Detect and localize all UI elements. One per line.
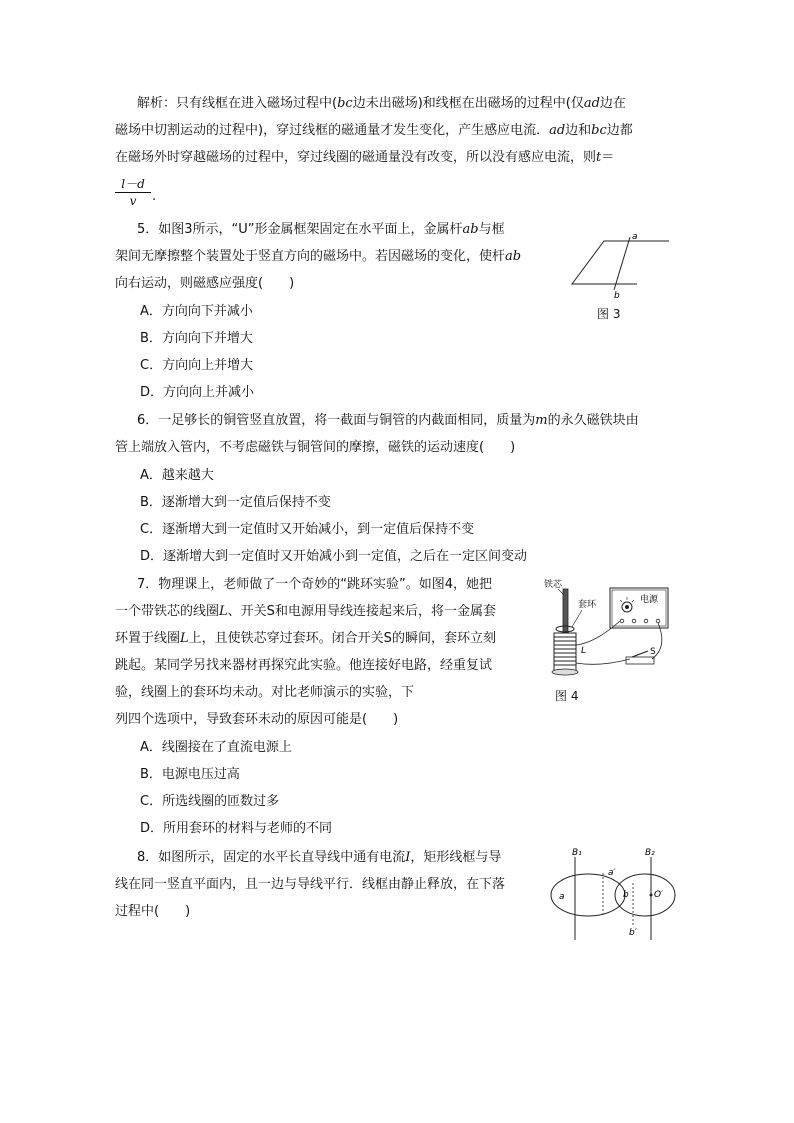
label-a-prime: a′ [608,868,616,878]
analysis-line-2: 磁场中切割运动的过程中)，穿过线框的磁通量才发生变化，产生感应电流．ad边和bc边都 [115,123,633,138]
q8-line-3: 过程中( ) [115,904,191,919]
figure-4 [540,575,675,685]
q5-option-d: D．方向向上并减小 [140,385,255,400]
label-B2: B₂ [645,848,655,858]
q7-line-3: 环置于线圈L上，且使铁芯穿过套环。闭合开关S的瞬间，套环立刻 [115,631,496,646]
figure-q8 [545,845,680,945]
q8-line-1: 8．如图所示，固定的水平长直导线中通有电流I，矩形线框与导 [137,850,502,865]
q7-option-c: C．所选线圈的匝数过多 [140,794,280,809]
fraction: l－d v [115,177,151,208]
q5-option-c: C．方向向上并增大 [140,358,254,373]
label-L: L [581,646,587,656]
q5-option-a: A．方向向下并减小 [140,304,253,319]
label-b-prime: b′ [629,928,637,938]
q7-option-b: B．电源电压过高 [140,767,240,782]
label-b: b [614,291,620,300]
label-a: a [559,892,565,902]
figure-3 [568,230,673,300]
point-O [650,894,653,897]
q7-line-5: 验，线圈上的套环均未动。对比老师演示的实验，下 [115,685,415,700]
label-S: S [650,647,656,657]
q7-option-a: A．线圈接在了直流电源上 [140,740,292,755]
label-O-prime: O′ [654,890,664,900]
label-a: a [632,232,638,242]
label-ring: 套环 [578,600,597,610]
q5-line-2: 架间无摩擦整个装置处于竖直方向的磁场中。若因磁场的变化，使杆ab [115,249,522,264]
u-frame [572,241,669,284]
analysis-line-3: 在磁场外时穿越磁场的过程中，穿过线圈的磁通量没有改变，所以没有感应电流，则t＝ [115,150,615,165]
q6-option-b: B．逐渐增大到一定值后保持不变 [140,495,331,510]
label-B1: B₁ [572,848,582,858]
q8-line-2: 线在同一竖直平面内，且一边与导线平行．线框由静止释放，在下落 [115,877,506,892]
q5-line-1: 5．如图3所示，“U”形金属框架固定在水平面上，金属杆ab与框 [137,222,505,237]
label-b: b [623,890,629,900]
analysis-line-1: 解析：只有线框在进入磁场过程中(bc边未出磁场)和线框在出磁场的过程中(仅ad边在 [137,96,626,111]
q5-line-3: 向右运动，则磁感应强度( ) [115,276,295,291]
q7-option-d: D．所用套环的材料与老师的不同 [140,821,333,836]
q6-line-2: 管上端放入管内，不考虑磁铁与铜管间的摩擦，磁铁的运动速度( ) [115,440,516,455]
q7-line-4: 跳起。某同学另找来器材再探究此实验。他连接好电路，经重复试 [115,658,493,673]
q5-option-b: B．方向向下并增大 [140,331,253,346]
fraction-period: . [152,189,157,204]
q6-option-a: A．越来越大 [140,468,214,483]
rod-ab [614,237,630,290]
label-power: 电源 [640,595,659,605]
q6-option-c: C．逐渐增大到一定值时又开始减小，到一定值后保持不变 [140,522,475,537]
label-core: 铁芯 [544,580,563,590]
q7-line-2: 一个带铁芯的线圈L、开关S和电源用导线连接起来后，将一金属套 [115,604,496,619]
figure-3-caption: 图 3 [597,307,621,321]
q7-line-6: 列四个选项中，导致套环未动的原因可能是( ) [115,712,399,727]
figure-4-caption: 图 4 [555,689,579,703]
q7-line-1: 7．物理课上，老师做了一个奇妙的“跳环实验”。如图4，她把 [137,577,493,592]
switch [626,657,654,664]
q6-option-d: D．逐渐增大到一定值时又开始减小到一定值，之后在一定区间变动 [140,549,528,564]
q6-line-1: 6．一足够长的铜管竖直放置，将一截面与铜管的内截面相同，质量为m的永久磁铁块由 [137,413,639,428]
